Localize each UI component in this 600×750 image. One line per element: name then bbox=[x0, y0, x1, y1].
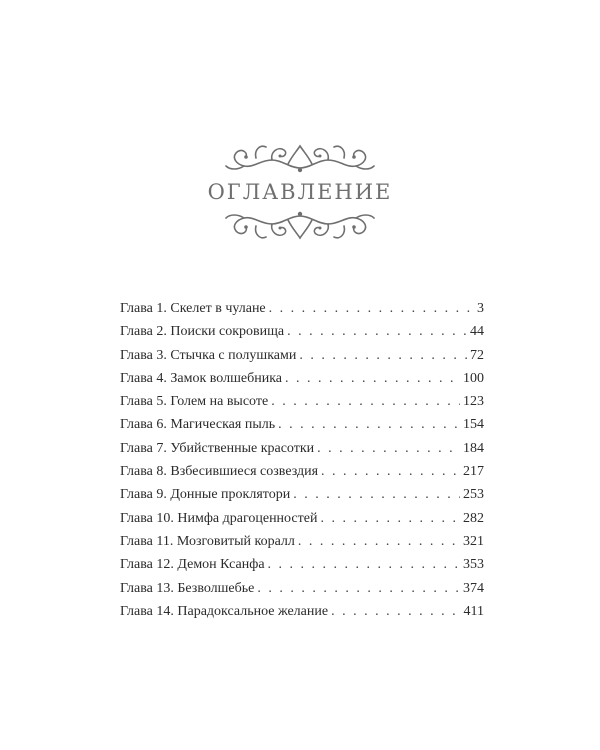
toc-entry-label: Глава 3. Стычка с полушками bbox=[120, 347, 297, 363]
toc-entry-label: Глава 1. Скелет в чулане bbox=[120, 301, 266, 316]
toc-entry-page: 44 bbox=[470, 324, 484, 340]
toc-entry-page: 3 bbox=[477, 301, 484, 316]
toc-entry[interactable] bbox=[120, 301, 484, 324]
toc-entry-label: Глава 13. Безволшебье bbox=[120, 580, 255, 596]
toc-leader-dots bbox=[287, 324, 467, 340]
toc-entry[interactable] bbox=[120, 394, 484, 417]
toc-entry[interactable] bbox=[120, 441, 484, 464]
toc-entry[interactable] bbox=[120, 348, 484, 371]
toc-entry-page: 411 bbox=[463, 603, 484, 619]
toc-entry[interactable] bbox=[120, 511, 484, 534]
toc-leader-dots bbox=[269, 301, 474, 317]
toc-entry-label: Глава 5. Голем на высоте bbox=[120, 394, 269, 410]
toc-entry-page: 374 bbox=[463, 580, 484, 596]
toc-leader-dots bbox=[317, 441, 460, 457]
toc-entry[interactable] bbox=[120, 324, 484, 347]
toc-entry[interactable] bbox=[120, 417, 484, 440]
toc-entry-label: Глава 10. Нимфа драгоценностей bbox=[120, 510, 318, 526]
toc-entry[interactable] bbox=[120, 604, 484, 627]
toc-entry-page: 100 bbox=[463, 370, 484, 386]
ornament-top-icon bbox=[220, 138, 380, 176]
toc-leader-dots bbox=[321, 464, 460, 480]
toc-entry[interactable] bbox=[120, 464, 484, 487]
toc-entry[interactable] bbox=[120, 371, 484, 394]
toc-leader-dots bbox=[299, 348, 467, 364]
toc-entry-page: 217 bbox=[463, 464, 484, 480]
toc-leader-dots bbox=[320, 511, 460, 527]
toc-leader-dots bbox=[268, 557, 460, 573]
toc-entry-label: Глава 8. Взбесившиеся созвездия bbox=[120, 464, 319, 480]
toc-leader-dots bbox=[285, 371, 460, 387]
toc-entry-label: Глава 9. Донные проклятори bbox=[120, 487, 291, 503]
toc-entry-label: Глава 6. Магическая пыль bbox=[120, 417, 276, 433]
toc-entry-page: 253 bbox=[463, 487, 484, 503]
toc-entry-page: 184 bbox=[463, 440, 484, 456]
toc-entry[interactable] bbox=[120, 581, 484, 604]
toc-leader-dots bbox=[298, 534, 460, 550]
toc-entry[interactable] bbox=[120, 557, 484, 580]
toc-entry-label: Глава 7. Убийственные красотки bbox=[120, 440, 315, 456]
toc-leader-dots bbox=[278, 417, 460, 433]
toc-entry-label: Глава 12. Демон Ксанфа bbox=[120, 557, 265, 573]
toc-entry-page: 353 bbox=[463, 557, 484, 573]
toc-entry-page: 321 bbox=[463, 533, 484, 549]
toc-entry-page: 123 bbox=[463, 394, 484, 410]
toc-entry-page: 282 bbox=[463, 510, 484, 526]
toc-leader-dots bbox=[331, 604, 460, 620]
toc-entry-label: Глава 14. Парадоксальное желание bbox=[120, 603, 329, 619]
toc-entry-page: 72 bbox=[470, 347, 484, 363]
toc-entry-page: 154 bbox=[463, 417, 484, 433]
ornament-bottom-icon bbox=[220, 208, 380, 246]
toc-entry-label: Глава 4. Замок волшебника bbox=[120, 370, 282, 386]
toc-entry[interactable] bbox=[120, 487, 484, 510]
table-of-contents bbox=[120, 301, 484, 627]
toc-entry-label: Глава 2. Поиски сокровища bbox=[120, 324, 285, 340]
toc-entry[interactable] bbox=[120, 534, 484, 557]
toc-leader-dots bbox=[271, 394, 460, 410]
toc-leader-dots bbox=[257, 581, 460, 597]
page-title: ОГЛАВЛЕНИЕ bbox=[207, 180, 393, 204]
toc-entry-label: Глава 11. Мозговитый коралл bbox=[120, 533, 295, 549]
toc-leader-dots bbox=[293, 487, 460, 503]
